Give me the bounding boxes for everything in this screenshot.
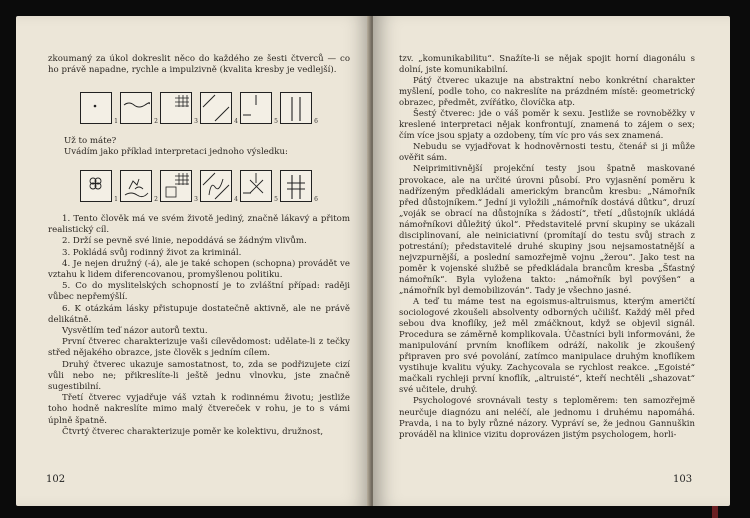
paragraph: Čtvrtý čtverec charakterizuje poměr ke kolektivu, družnost, — [62, 426, 324, 437]
square-6-drawn: 6 — [280, 170, 312, 202]
paragraph: Třetí čtverec vyjadřuje váš vztah k rodinnému životu; jestliže toho hodně nakreslíte mimo malý čtvereček v rohu, je to s vámi úplně špatně. — [48, 393, 350, 426]
list-item: 5. Co do myslitelských schopností je to zvláštní případ: raději vůbec nepřemýšlí. — [48, 281, 350, 303]
question-lines: Už to máte? Uvádím jako příklad interpretaci jednoho výsledku: — [64, 136, 288, 158]
square-5-drawn: 5 — [240, 170, 272, 202]
interpreted-squares-row — [80, 170, 318, 203]
interpretation-text — [48, 214, 350, 438]
list-item: 3. Pokládá svůj rodinný život za kriminál. — [62, 247, 242, 258]
square-5: 5 — [240, 92, 272, 124]
page-number-right: 103 — [673, 474, 693, 485]
square-1: 1 — [80, 92, 112, 124]
right-body-text — [399, 54, 695, 441]
square-1-drawn: 1 — [80, 170, 112, 202]
paragraph: Šestý čtverec: jde o váš poměr k sexu. Jestliže se rovnoběžky v kreslené interpretaci nějak konfrontují, znamená to zájem o sex; čím více jsou spjaty a ozdobeny, tím víc pro vás sex znamená. — [399, 109, 695, 142]
square-3: 3 — [160, 92, 192, 124]
right-page — [373, 16, 730, 506]
paragraph: Pátý čtverec ukazuje na abstraktní nebo konkrétní charakter myšlení, podle toho, co nakreslíte na prázdném místě: geometrický obrazec, předmět, zvířátko, človíčka atp. — [399, 76, 695, 109]
left-page — [16, 16, 371, 506]
paragraph: První čtverec charakterizuje vaši cílevědomost: udělate-li z tečky střed nějakého obrazce, jste člověk s jedním cílem. — [48, 337, 350, 359]
paragraph: Psychologové srovnávali testy s teploměrem: ten samozřejmě neurčuje diagnózu ani neléčí, ale jednomu i druhému napomáhá. Pravda, i na to byly různé názory. Vypráví se, že jednou Gannuškin prováděl na klinice vizitu doprovázen jistým psychologem, horli- — [399, 396, 695, 440]
paragraph: tzv. „komunikabilitu“. Snažíte-li se nějak spojit horní diagonálu s dolní, jste komunikabilní. — [399, 54, 695, 76]
empty-squares-row — [80, 92, 318, 125]
square-4-drawn: 4 — [200, 170, 232, 202]
book-spread — [16, 16, 730, 506]
square-4: 4 — [200, 92, 232, 124]
square-2-drawn: 2 — [120, 170, 152, 202]
list-item: 2. Drží se pevně své linie, nepoddává se žádným vlivům. — [62, 236, 307, 247]
list-item: 1. Tento člověk má ve svém životě jediný, značně lákavý a přitom realistický cíl. — [48, 214, 350, 236]
square-2: 2 — [120, 92, 152, 124]
paragraph: Nebudu se vyjadřovat k hodnověrnosti testu, čtenář si ji může ověřit sám. — [399, 142, 695, 164]
paragraph: Vysvětlím teď názor autorů textu. — [62, 326, 208, 337]
square-6: 6 — [280, 92, 312, 124]
paragraph: Neiprimitivnější projekční testy jsou špatně maskované provokace, ale na určité úrovni působí. Pro vyjasnění poměru k nadřízeným předkládali americkým brancům kresbu: „Námořník před důstojníkem.“ Jední ji vyložili „námořník dostává důtku“, druzí „voják se obrací na důstojníka s žádostí“, třetí „důstojník ukládá námořníkovi důležitý úkol“. Představitelé první skupiny se ukázali disciplinovaní, ale neiniciativní (promítají do testu svůj strach z potrestání); představitelé druhé skupiny jsou nejsamostatnější a nejvzpurnější, a poslední samozřejmě vojnu „žerou“. Jako test na poměr k vojenské službě se předkládala brancům kresba „Šťastný námořník“. Byla vyložena takto: „námořník byl povýšen“ a „námořník byl demobilizován“. Tady je všechno jasné. — [399, 164, 695, 296]
list-item: 4. Je nejen družný (-á), ale je také schopen (schopna) provádět ve vztahu k lidem diferencovanou, promyšlenou politiku. — [48, 258, 350, 281]
square-3-drawn: 3 — [160, 170, 192, 202]
paragraph: Druhý čtverec ukazuje samostatnost, to, zda se podřizujete cizí vůli nebo ne; přikreslíte-li ještě jednu vlnovku, jste značně sugestibilní. — [48, 359, 350, 393]
list-item: 6. K otázkám lásky přistupuje dostatečně aktivně, ale ne právě delikátně. — [48, 303, 350, 325]
intro-paragraph: zkoumaný za úkol dokreslit něco do každého ze šesti čtverců — co ho právě napadne, rychle a impulzivně (kvalita kresby je vedlejší). — [48, 54, 350, 76]
paragraph: A teď tu máme test na egoismus-altruismus, kterým američtí sociologové zkoušeli absolventy odborných učilišť. Každý měl před sebou dva knoflíky, jež měl zmáčknout, když se objevil signál. Procedura se záměrně komplikovala. Účastníci byli informováni, že manipulování prvním knoflíkem odráží, nakolik je zkoušený připraven pro své povolání, zatímco manipulace druhým knoflíkem vystihuje kvalitu výuky. Zachycovala se rychlost reakce. „Egoisté“ mačkali rychleji první knoflík, „altruisté“, kteří nechtěli „shazovat“ své učitele, druhý. — [399, 297, 695, 396]
page-number-left: 102 — [46, 474, 66, 485]
